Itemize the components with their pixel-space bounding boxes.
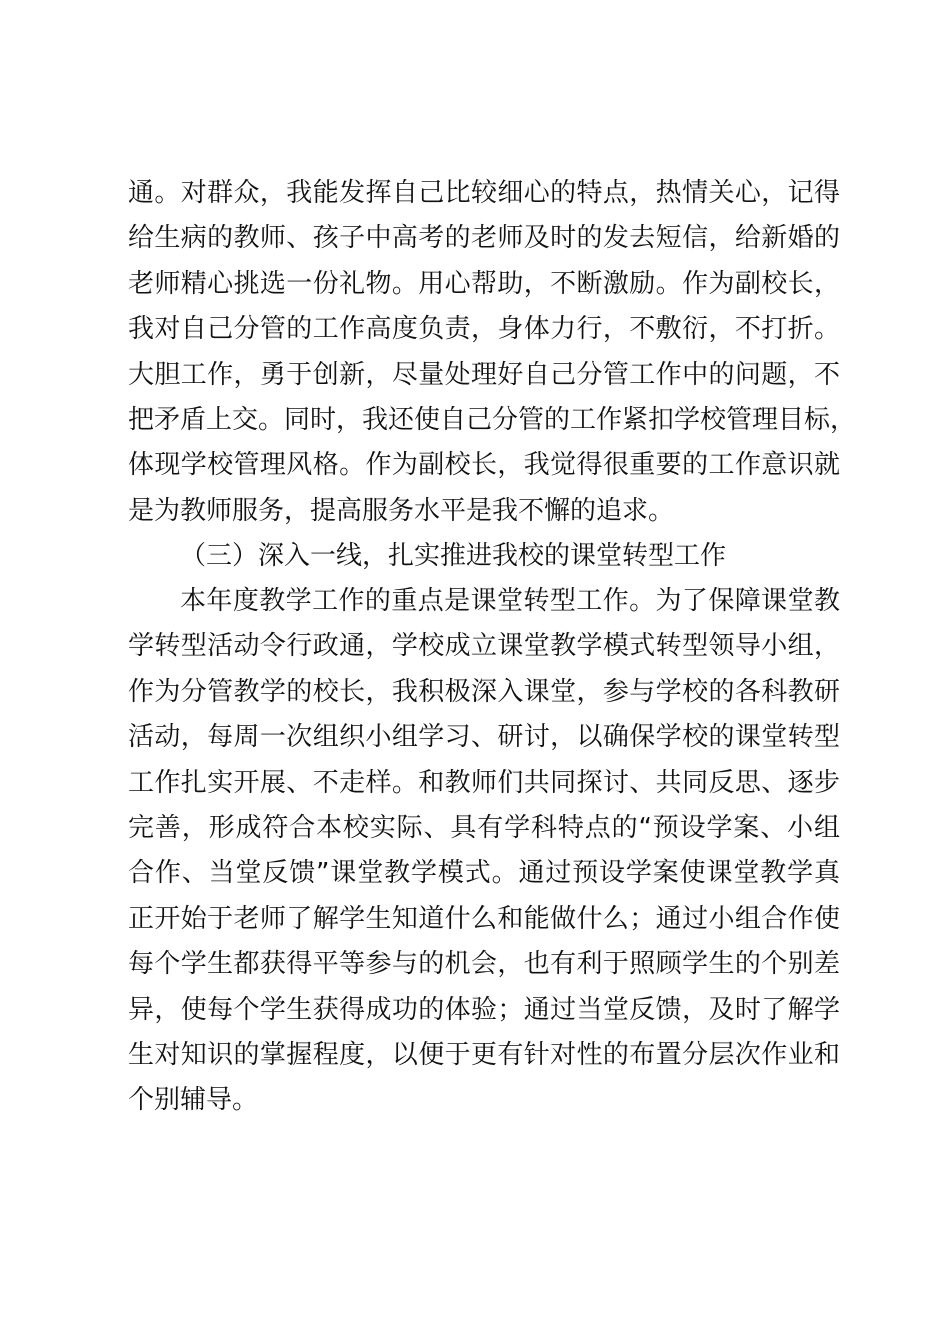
text-line: 完善，形成符合本校实际、具有学科特点的“预设学案、小组 xyxy=(128,812,840,843)
text-line: 老师精心挑选一份礼物。用心帮助，不断激励。作为副校长， xyxy=(128,268,840,299)
text-line: 生对知识的掌握程度，以便于更有针对性的布置分层次作业和 xyxy=(128,1039,840,1070)
text-line: 我对自己分管的工作高度负责，身体力行，不敷衍，不打折。 xyxy=(128,314,840,345)
text-line: 本年度教学工作的重点是课堂转型工作。为了保障课堂教 xyxy=(180,586,840,616)
section-heading: （三）深入一线，扎实推进我校的课堂转型工作 xyxy=(180,541,727,571)
section-heading-block xyxy=(128,534,840,579)
text-line: 每个学生都获得平等参与的机会，也有利于照顾学生的个别差 xyxy=(128,949,840,980)
text-line: 合作、当堂反馈”课堂教学模式。通过预设学案使课堂教学真 xyxy=(128,858,840,889)
text-line: 体现学校管理风格。作为副校长，我觉得很重要的工作意识就 xyxy=(128,450,840,481)
text-line: 正开始于老师了解学生知道什么和能做什么；通过小组合作使 xyxy=(128,903,840,934)
text-line: 学转型活动令行政通，学校成立课堂教学模式转型领导小组， xyxy=(128,631,840,662)
text-line: 是为教师服务，提高服务水平是我不懈的追求。 xyxy=(128,495,675,526)
text-line: 给生病的教师、孩子中高考的老师及时的发去短信，给新婚的 xyxy=(128,223,840,254)
text-line: 把矛盾上交。同时，我还使自己分管的工作紧扣学校管理目标， xyxy=(128,404,857,435)
text-line: 大胆工作，勇于创新，尽量处理好自己分管工作中的问题，不 xyxy=(128,359,840,390)
text-line: 活动，每周一次组织小组学习、研讨，以确保学校的课堂转型 xyxy=(128,722,840,753)
paragraph-classroom-transformation xyxy=(128,579,840,1124)
text-line: 工作扎实开展、不走样。和教师们共同探讨、共同反思、逐步 xyxy=(128,767,840,798)
text-line: 个别辅导。 xyxy=(128,1085,259,1116)
text-line: 异，使每个学生获得成功的体验；通过当堂反馈，及时了解学 xyxy=(128,994,840,1025)
text-line: 通。对群众，我能发挥自己比较细心的特点，热情关心，记得 xyxy=(128,178,840,208)
paragraph-continuation xyxy=(128,171,857,534)
text-line: 作为分管教学的校长，我积极深入课堂，参与学校的各科教研 xyxy=(128,676,840,707)
